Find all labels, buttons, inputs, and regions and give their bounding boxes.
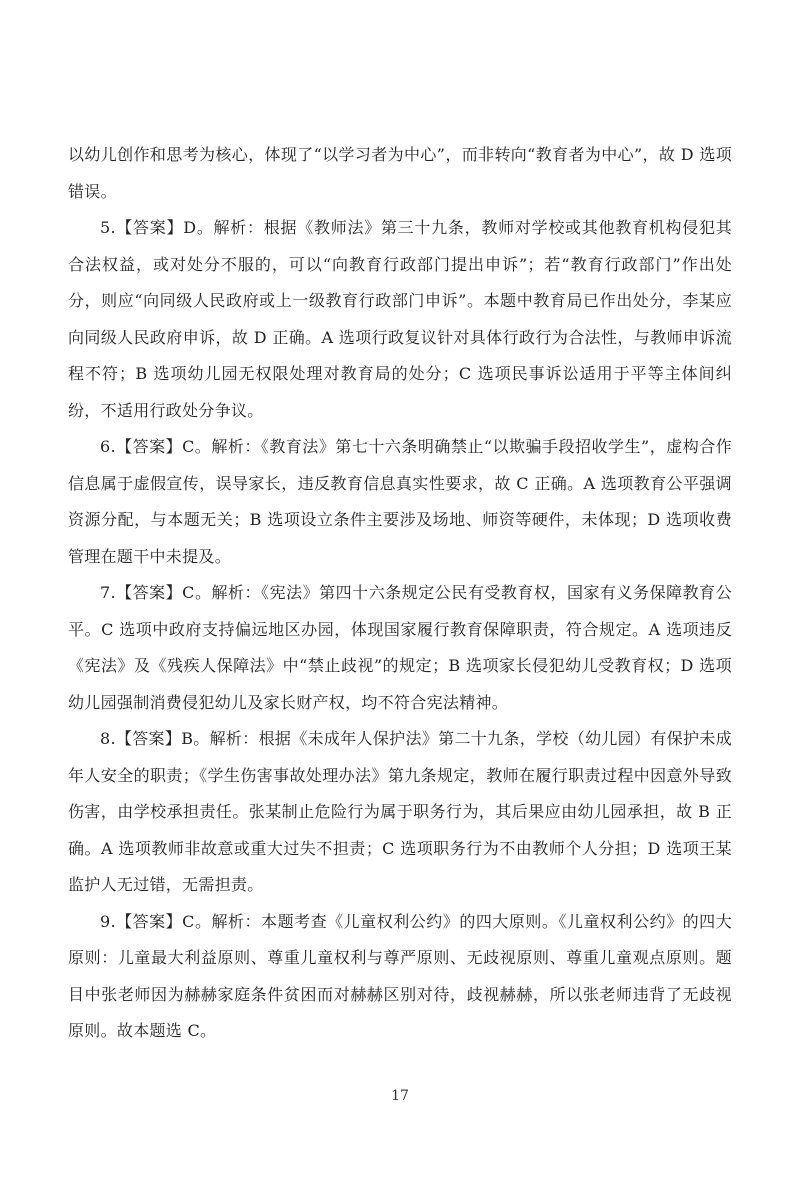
- answer-7-paragraph: 7.【答案】C。解析：《宪法》第四十六条规定公民有受教育权，国家有义务保障教育公平。C 选项中政府支持偏远地区办园，体现国家履行教育保障职责，符合规定。A 选项违反《宪法》及《残疾人保障法》中“禁止歧视”的规定；B 选项家长侵犯幼儿受教育权；D 选项幼儿园强制消费侵犯幼儿及家长财产权，均不符合宪法精神。: [68, 583, 732, 712]
- answer-8-paragraph: 8.【答案】B。解析：根据《未成年人保护法》第二十九条，学校（幼儿园）有保护未成年人安全的职责；《学生伤害事故处理办法》第九条规定，教师在履行职责过程中因意外导致伤害，由学校承担责任。张某制止危险行为属于职务行为，其后果应由幼儿园承担，故 B 正确。A 选项教师非故意或重大过失不担责；C 选项职务行为不由教师个人分担；D 选项王某监护人无过错，无需担责。: [68, 729, 732, 894]
- continued-explanation-paragraph: 以幼儿创作和思考为核心，体现了“以学习者为中心”，而非转向“教育者为中心”，故 D 选项错误。: [68, 145, 732, 201]
- answer-explanations: [68, 137, 732, 1050]
- answer-5-paragraph: 5.【答案】D。解析：根据《教师法》第三十九条，教师对学校或其他教育机构侵犯其合法权益，或对处分不服的，可以“向教育行政部门提出申诉”；若“教育行政部门”作出处分，则应“向同级人民政府或上一级教育行政部门申诉”。本题中教育局已作出处分，李某应向同级人民政府申诉，故 D 正确。A 选项行政复议针对具体行政行为合法性，与教师申诉流程不符；B 选项幼儿园无权限处理对教育局的处分；C 选项民事诉讼适用于平等主体间纠纷，不适用行政处分争议。: [68, 218, 732, 420]
- answer-6-paragraph: 6.【答案】C。解析：《教育法》第七十六条明确禁止“以欺骗手段招收学生”，虚构合作信息属于虚假宣传，误导家长，违反教育信息真实性要求，故 C 正确。A 选项教育公平强调资源分配，与本题无关；B 选项设立条件主要涉及场地、师资等硬件，未体现；D 选项收费管理在题干中未提及。: [68, 437, 732, 566]
- page-number: 17: [391, 1088, 409, 1104]
- answer-9-paragraph: 9.【答案】C。解析：本题考查《儿童权利公约》的四大原则。《儿童权利公约》的四大原则：儿童最大利益原则、尊重儿童权利与尊严原则、无歧视原则、尊重儿童观点原则。题目中张老师因为赫赫家庭条件贫困而对赫赫区别对待，歧视赫赫，所以张老师违背了无歧视原则。故本题选 C。: [68, 911, 732, 1040]
